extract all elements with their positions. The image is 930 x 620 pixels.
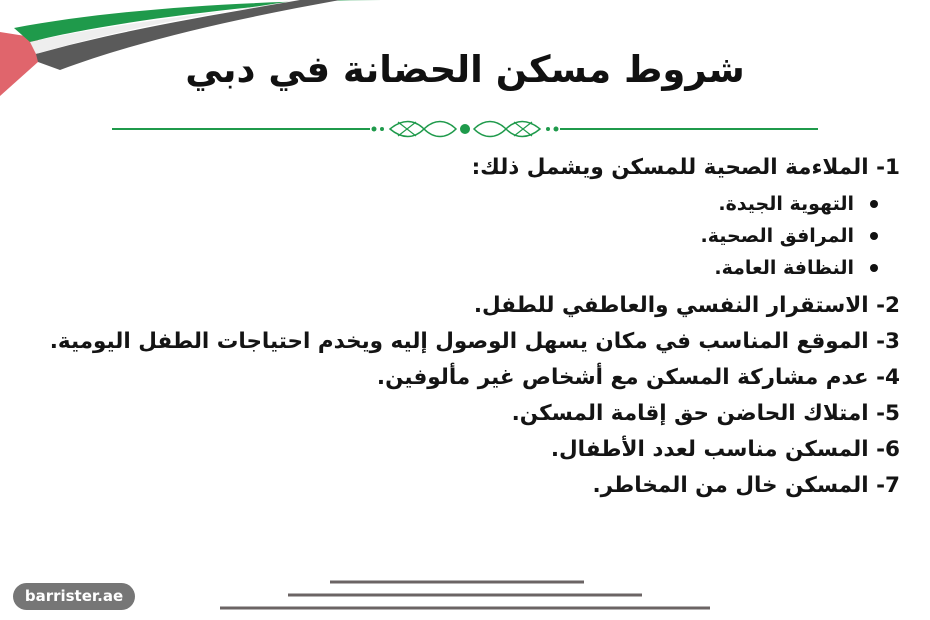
condition-item: 7- المسكن خال من المخاطر. (592, 473, 900, 498)
list-item (40, 188, 878, 220)
sub-item-text: التهوية الجيدة. (718, 193, 854, 215)
condition-item: 3- الموقع المناسب في مكان يسهل الوصول إليه ويخدم احتياجات الطفل اليومية. (49, 329, 900, 354)
brand-badge: barrister.ae (13, 583, 135, 610)
bullet-icon (870, 264, 878, 272)
condition-item: 6- المسكن مناسب لعدد الأطفال. (550, 437, 900, 462)
footer-lines-decoration (0, 570, 930, 620)
ornamental-divider (112, 116, 818, 142)
bullet-icon (870, 232, 878, 240)
condition-intro: 1- الملاءمة الصحية للمسكن ويشمل ذلك: (471, 155, 900, 180)
list-item (40, 252, 878, 284)
sub-items-list (40, 188, 900, 284)
list-item (40, 220, 878, 252)
condition-item: 4- عدم مشاركة المسكن مع أشخاص غير مألوفين. (376, 365, 900, 390)
sub-item-text: النظافة العامة. (714, 257, 854, 279)
conditions-content (40, 150, 900, 504)
condition-item: 2- الاستقرار النفسي والعاطفي للطفل. (473, 293, 900, 318)
bullet-icon (870, 200, 878, 208)
sub-item-text: المرافق الصحية. (700, 225, 854, 247)
condition-item: 5- امتلاك الحاضن حق إقامة المسكن. (511, 401, 900, 426)
page-title: شروط مسكن الحضانة في دبي (185, 48, 745, 91)
